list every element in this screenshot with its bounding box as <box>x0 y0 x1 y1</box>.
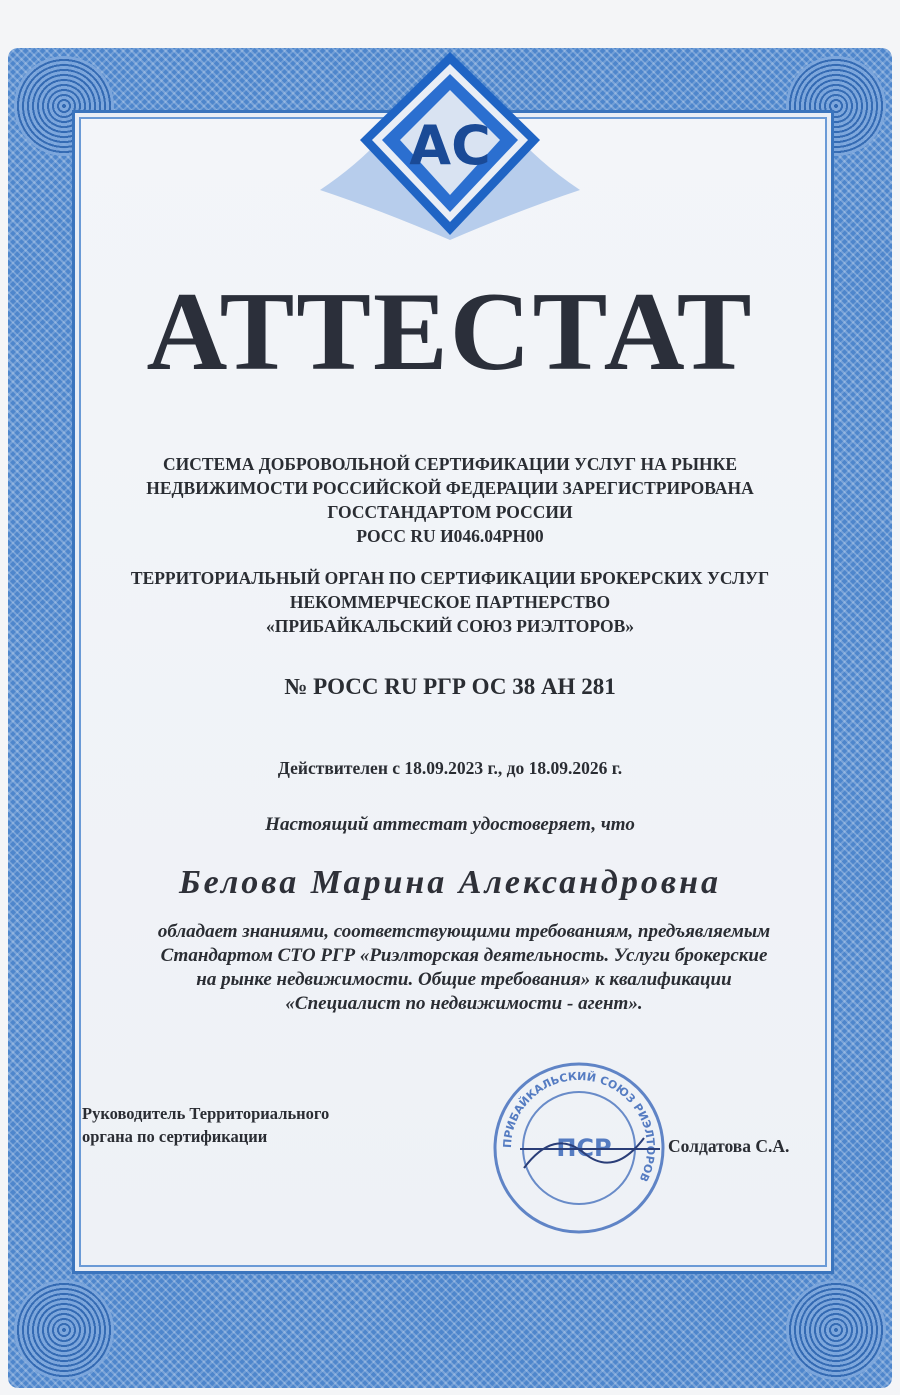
signer-title <box>82 1102 329 1148</box>
body-line: НЕКОММЕРЧЕСКОЕ ПАРТНЕРСТВО <box>289 592 611 612</box>
holder-name: Белова Марина Александровна <box>179 864 721 901</box>
system-registration-code: РОСС RU И046.04РН00 <box>356 526 544 546</box>
signer-title-line: Руководитель Территориального <box>82 1104 330 1123</box>
system-line: НЕДВИЖИМОСТИ РОССИЙСКОЙ ФЕДЕРАЦИИ ЗАРЕГИСТРИРОВАНА <box>146 478 754 498</box>
validity-period: Действителен с 18.09.2023 г., до 18.09.2026 г. <box>277 758 623 778</box>
stamp-ring-text: ПРИБАЙКАЛЬСКИЙ СОЮЗ РИЭЛТОРОВ <box>500 1069 658 1184</box>
page-title: АТТЕСТАТ <box>146 270 754 394</box>
signature-stroke <box>520 1148 660 1150</box>
description-line: на рынке недвижимости. Общие требования» к квалификации <box>196 969 732 990</box>
description-line: Стандартом СТО РГР «Риэлторская деятельность. Услуги брокерские <box>160 945 768 966</box>
signer-name: Солдатова С.А. <box>668 1136 790 1156</box>
body-line: ТЕРРИТОРИАЛЬНЫЙ ОРГАН ПО СЕРТИФИКАЦИИ БРОКЕРСКИХ УСЛУГ <box>130 568 770 588</box>
certification-body-block <box>72 566 828 638</box>
signer-title-line: органа по сертификации <box>82 1127 268 1146</box>
ac-diamond-logo <box>300 40 600 250</box>
certificate-number: № РОСС RU РГР ОС 38 АН 281 <box>284 674 616 699</box>
corner-rosette-bottom-left <box>14 1280 114 1380</box>
qualification-description <box>92 920 836 1016</box>
stamp-center-text: ПСР <box>556 1134 612 1162</box>
system-line: СИСТЕМА ДОБРОВОЛЬНОЙ СЕРТИФИКАЦИИ УСЛУГ НА РЫНКЕ <box>162 454 737 474</box>
body-line: «ПРИБАЙКАЛЬСКИЙ СОЮЗ РИЭЛТОРОВ» <box>265 616 635 636</box>
corner-rosette-bottom-right <box>786 1280 886 1380</box>
certifies-statement: Настоящий аттестат удостоверяет, что <box>265 814 635 835</box>
system-line: ГОССТАНДАРТОМ РОССИИ <box>327 502 573 522</box>
logo-letters: АС <box>409 114 491 177</box>
description-line: обладает знаниями, соответствующими требованиям, предъявляемым <box>157 921 771 942</box>
certification-system-block <box>72 452 828 548</box>
description-line: «Специалист по недвижимости - агент». <box>285 993 643 1014</box>
